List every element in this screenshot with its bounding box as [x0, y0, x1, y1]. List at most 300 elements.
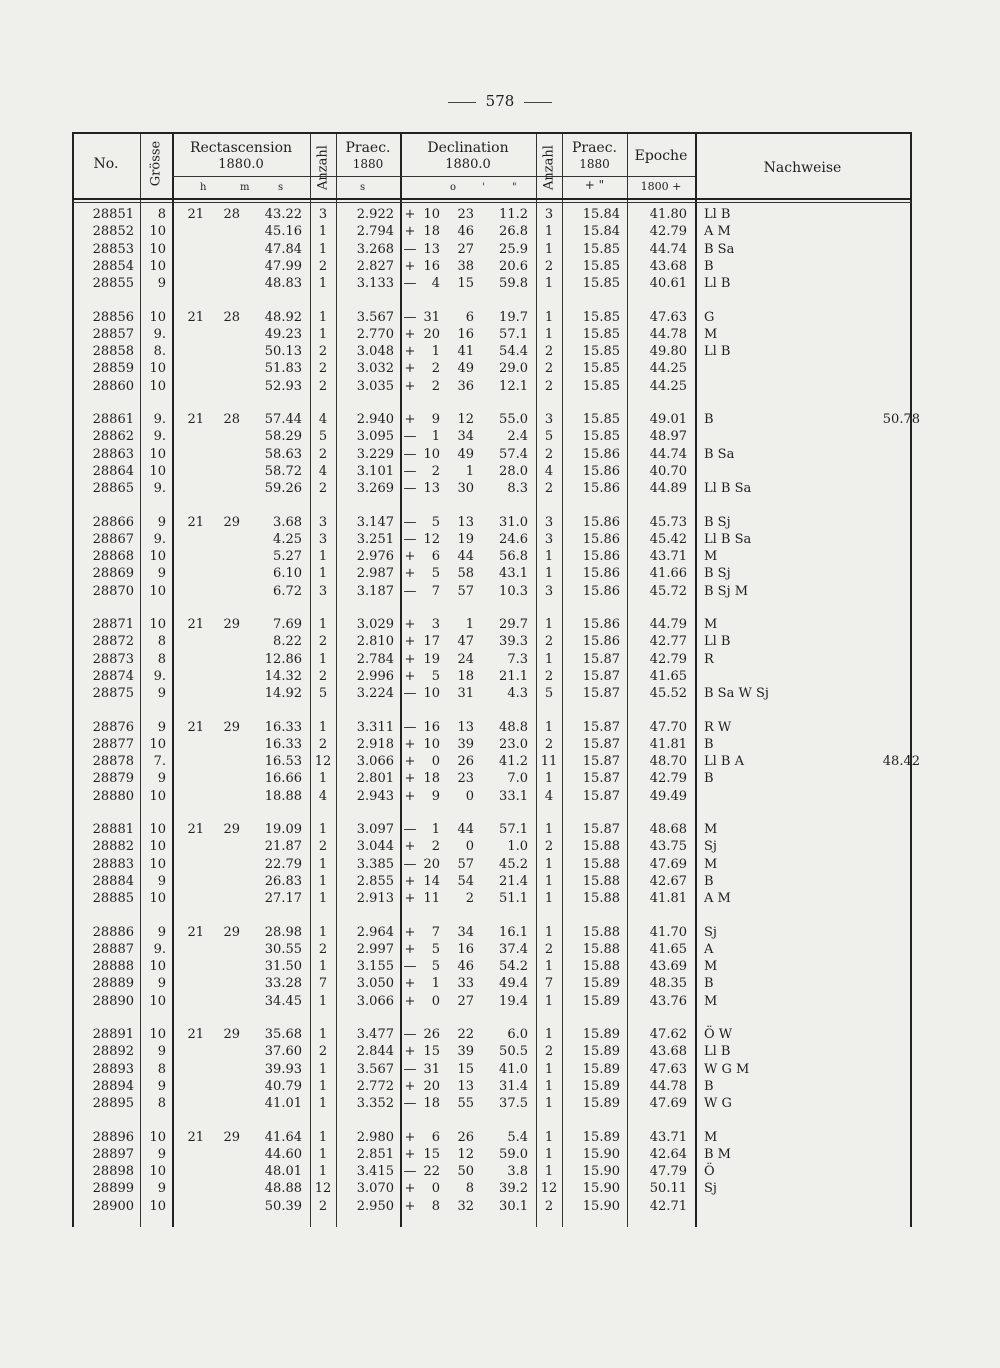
decl-count: 1: [544, 993, 554, 1009]
decl-seconds: 31.4: [499, 1078, 528, 1094]
decl-precession: 15.86: [582, 583, 620, 599]
header-ra-unit-s: s: [278, 182, 284, 193]
decl-minutes: 23: [457, 771, 474, 787]
ra-count: 1: [318, 959, 328, 975]
decl-degrees: 10: [423, 446, 440, 462]
decl-count: 1: [544, 276, 554, 292]
references: R W: [704, 719, 732, 735]
ra-seconds: 19.09: [264, 822, 302, 837]
epoch: 49.49: [649, 788, 687, 804]
decl-degrees: 22: [423, 1164, 440, 1180]
decl-minutes: 57: [457, 583, 474, 599]
references: Ll B Sa: [704, 531, 752, 547]
decl-sign: +: [404, 549, 416, 565]
decl-precession: 15.90: [582, 1146, 620, 1162]
ra-seconds: 4.25: [273, 531, 302, 547]
decl-minutes: 44: [457, 822, 474, 837]
decl-degrees: 31: [423, 309, 440, 325]
decl-minutes: 34: [457, 429, 474, 445]
ra-minutes: 28: [223, 412, 240, 427]
epoch: 47.79: [649, 1164, 687, 1180]
epoch: 48.68: [649, 822, 687, 837]
references: B Sa: [704, 241, 735, 257]
ra-precession: 3.251: [356, 531, 394, 547]
decl-minutes: 0: [465, 839, 474, 855]
epoch: 40.61: [649, 276, 687, 292]
star-number: 28879: [92, 771, 134, 787]
decl-degrees: 6: [431, 549, 440, 565]
ra-count: 2: [318, 258, 328, 274]
decl-precession: 15.87: [582, 651, 620, 667]
decl-count: 1: [544, 617, 554, 632]
decl-count: 1: [544, 873, 554, 889]
decl-seconds: 41.0: [499, 1061, 528, 1077]
decl-sign: +: [404, 1146, 416, 1162]
star-number: 28891: [92, 1027, 134, 1042]
decl-sign: +: [404, 378, 416, 394]
decl-seconds: 21.1: [499, 668, 528, 684]
decl-minutes: 41: [457, 344, 474, 360]
ra-precession: 3.567: [356, 1061, 394, 1077]
decl-seconds: 37.4: [499, 941, 528, 957]
decl-sign: +: [404, 771, 416, 787]
header-praec2-unit: + ": [584, 178, 605, 192]
star-magnitude: 9: [157, 514, 166, 530]
table-row: [72, 258, 912, 275]
ra-seconds: 47.99: [264, 258, 302, 274]
ra-seconds: 16.53: [264, 754, 302, 770]
ra-precession: 2.810: [356, 634, 394, 650]
table-row: [72, 1198, 912, 1215]
decl-seconds: 31.0: [499, 514, 528, 530]
header-ra-unit-m: m: [240, 182, 250, 193]
decl-count: 1: [544, 856, 554, 872]
ra-seconds: 49.23: [264, 326, 302, 342]
decl-count: 4: [544, 788, 554, 804]
ra-count: 2: [318, 634, 328, 650]
ra-count: 2: [318, 481, 328, 497]
epoch: 48.97: [649, 429, 687, 445]
decl-seconds: 2.4: [507, 429, 528, 445]
ra-precession: 2.844: [356, 1044, 394, 1060]
star-number: 28897: [92, 1146, 134, 1162]
decl-degrees: 15: [423, 1044, 440, 1060]
star-number: 28896: [92, 1129, 134, 1145]
ra-precession: 3.066: [356, 754, 394, 770]
decl-degrees: 0: [431, 754, 440, 770]
ra-precession: 3.095: [356, 429, 394, 445]
ra-precession: 3.029: [356, 617, 394, 632]
decl-count: 2: [544, 481, 554, 497]
decl-precession: 15.85: [582, 309, 620, 325]
star-magnitude: 9.: [153, 531, 166, 547]
decl-precession: 15.89: [582, 1027, 620, 1042]
ra-seconds: 52.93: [264, 378, 302, 394]
ra-seconds: 58.29: [264, 429, 302, 445]
star-magnitude: 9.: [153, 668, 166, 684]
star-number: 28856: [92, 309, 134, 325]
decl-seconds: 5.4: [507, 1129, 528, 1145]
ra-precession: 2.770: [356, 326, 394, 342]
decl-sign: +: [404, 873, 416, 889]
ra-count: 1: [318, 1061, 328, 1077]
ra-seconds: 48.88: [264, 1181, 302, 1197]
header-groesse: Grösse: [148, 140, 164, 187]
epoch: 49.01: [649, 412, 687, 427]
decl-degrees: 20: [423, 326, 440, 342]
epoch: 42.71: [649, 1198, 687, 1214]
star-magnitude: 10: [149, 1198, 166, 1214]
decl-precession: 15.87: [582, 754, 620, 770]
star-magnitude: 8.: [153, 344, 166, 360]
decl-count: 12: [540, 1181, 558, 1197]
decl-count: 2: [544, 839, 554, 855]
decl-degrees: 7: [431, 583, 440, 599]
ra-count: 1: [318, 1078, 328, 1094]
star-number: 28852: [92, 224, 134, 240]
decl-count: 4: [544, 463, 554, 479]
decl-precession: 15.86: [582, 446, 620, 462]
ra-seconds: 44.60: [264, 1146, 302, 1162]
ra-seconds: 8.22: [273, 634, 302, 650]
epoch: 42.79: [649, 224, 687, 240]
decl-seconds: 1.0: [507, 839, 528, 855]
decl-precession: 15.88: [582, 959, 620, 975]
table-row: [72, 223, 912, 240]
decl-count: 1: [544, 1164, 554, 1180]
star-number: 28860: [92, 378, 134, 394]
star-number: 28862: [92, 429, 134, 445]
star-magnitude: 9: [157, 686, 166, 702]
ra-hours: 21: [187, 924, 204, 940]
ra-count: 1: [318, 822, 328, 837]
page-number: [0, 92, 1000, 110]
table-row: [72, 753, 920, 770]
star-number: 28851: [92, 207, 134, 222]
decl-precession: 15.89: [582, 1061, 620, 1077]
star-number: 28899: [92, 1181, 134, 1197]
decl-minutes: 34: [457, 924, 474, 940]
decl-sign: —: [403, 583, 417, 599]
ra-precession: 2.918: [356, 736, 394, 752]
star-magnitude: 10: [149, 309, 166, 325]
decl-minutes: 39: [457, 1044, 474, 1060]
star-number: 28888: [92, 959, 134, 975]
star-number: 28876: [92, 719, 134, 735]
ra-precession: 3.035: [356, 378, 394, 394]
decl-minutes: 6: [465, 309, 474, 325]
decl-seconds: 24.6: [499, 531, 528, 547]
decl-seconds: 57.1: [499, 822, 528, 837]
star-number: 28877: [92, 736, 134, 752]
decl-seconds: 12.1: [499, 378, 528, 394]
star-number: 28863: [92, 446, 134, 462]
star-magnitude: 9.: [153, 412, 166, 427]
table-row: [72, 770, 912, 787]
decl-count: 1: [544, 1096, 554, 1112]
ra-precession: 2.855: [356, 873, 394, 889]
references: Ö W: [704, 1027, 733, 1042]
star-number: 28882: [92, 839, 134, 855]
decl-minutes: 8: [465, 1181, 474, 1197]
decl-minutes: 12: [457, 1146, 474, 1162]
decl-seconds: 39.3: [499, 634, 528, 650]
decl-minutes: 58: [457, 566, 474, 582]
star-number: 28874: [92, 668, 134, 684]
decl-seconds: 43.1: [499, 566, 528, 582]
header-praec: Praec.: [345, 140, 391, 156]
references: M: [704, 1129, 718, 1145]
ra-count: 1: [318, 891, 328, 907]
ra-seconds: 21.87: [264, 839, 302, 855]
decl-sign: +: [404, 651, 416, 667]
star-number: 28866: [92, 514, 134, 530]
star-magnitude: 7.: [153, 754, 166, 770]
decl-sign: +: [404, 224, 416, 240]
decl-sign: —: [403, 481, 417, 497]
decl-minutes: 49: [457, 446, 474, 462]
star-magnitude: 9: [157, 771, 166, 787]
ra-seconds: 48.83: [264, 276, 302, 292]
decl-count: 1: [544, 891, 554, 907]
epoch: 41.65: [649, 668, 687, 684]
epoch: 41.81: [649, 891, 687, 907]
ra-count: 3: [318, 583, 328, 599]
star-number: 28858: [92, 344, 134, 360]
references: Ll B: [704, 1044, 731, 1060]
ra-count: 1: [318, 924, 328, 940]
star-magnitude: 9.: [153, 429, 166, 445]
table-row: [72, 685, 912, 702]
epoch: 48.35: [649, 976, 687, 992]
epoch: 43.68: [649, 1044, 687, 1060]
decl-count: 3: [544, 412, 554, 427]
epoch: 43.71: [649, 549, 687, 565]
decl-degrees: 4: [431, 276, 440, 292]
ra-seconds: 28.98: [264, 924, 302, 940]
epoch: 45.52: [649, 686, 687, 702]
ra-count: 1: [318, 309, 328, 325]
decl-minutes: 1: [465, 617, 474, 632]
decl-minutes: 0: [465, 788, 474, 804]
ra-seconds: 27.17: [264, 891, 302, 907]
decl-count: 2: [544, 634, 554, 650]
star-number: 28873: [92, 651, 134, 667]
decl-degrees: 3: [431, 617, 440, 632]
decl-minutes: 54: [457, 873, 474, 889]
table-row: [72, 873, 912, 890]
ra-seconds: 16.66: [264, 771, 302, 787]
header-epoche: Epoche: [634, 148, 688, 164]
star-magnitude: 10: [149, 856, 166, 872]
ra-precession: 3.147: [356, 514, 394, 530]
ra-count: 2: [318, 1044, 328, 1060]
ra-precession: 3.229: [356, 446, 394, 462]
decl-seconds: 11.2: [499, 207, 528, 222]
star-number: 28853: [92, 241, 134, 257]
decl-sign: +: [404, 344, 416, 360]
star-number: 28886: [92, 924, 134, 940]
decl-minutes: 55: [457, 1096, 474, 1112]
table-row: [72, 531, 912, 548]
table-row: [72, 378, 912, 395]
epoch: 40.70: [649, 463, 687, 479]
ra-precession: 3.032: [356, 361, 394, 377]
decl-count: 1: [544, 771, 554, 787]
decl-sign: +: [404, 617, 416, 632]
ra-minutes: 28: [223, 207, 240, 222]
star-magnitude: 9: [157, 976, 166, 992]
rule-top: [72, 132, 912, 134]
references: Sj: [704, 839, 717, 855]
decl-minutes: 26: [457, 1129, 474, 1145]
decl-count: 5: [544, 686, 554, 702]
decl-seconds: 39.2: [499, 1181, 528, 1197]
ra-count: 1: [318, 719, 328, 735]
table-row: [72, 275, 912, 292]
table-row: [72, 719, 912, 736]
star-number: 28855: [92, 276, 134, 292]
decl-sign: +: [404, 258, 416, 274]
star-number: 28865: [92, 481, 134, 497]
decl-sign: +: [404, 668, 416, 684]
decl-precession: 15.86: [582, 481, 620, 497]
decl-seconds: 30.1: [499, 1198, 528, 1214]
decl-minutes: 13: [457, 1078, 474, 1094]
ra-count: 1: [318, 326, 328, 342]
table-row: [72, 360, 912, 377]
decl-minutes: 57: [457, 856, 474, 872]
decl-minutes: 19: [457, 531, 474, 547]
decl-degrees: 8: [431, 1198, 440, 1214]
ra-seconds: 6.72: [273, 583, 302, 599]
decl-count: 1: [544, 651, 554, 667]
decl-seconds: 49.4: [499, 976, 528, 992]
epoch: 43.69: [649, 959, 687, 975]
table-row: [72, 446, 912, 463]
decl-minutes: 49: [457, 361, 474, 377]
decl-sign: +: [404, 1044, 416, 1060]
ra-count: 1: [318, 276, 328, 292]
ra-seconds: 30.55: [264, 941, 302, 957]
decl-sign: —: [403, 1096, 417, 1112]
decl-sign: —: [403, 241, 417, 257]
ra-count: 12: [314, 1181, 332, 1197]
references: B: [704, 976, 714, 992]
decl-degrees: 20: [423, 1078, 440, 1094]
decl-precession: 15.86: [582, 549, 620, 565]
star-magnitude: 9: [157, 1146, 166, 1162]
table-row: [72, 1043, 912, 1060]
decl-minutes: 46: [457, 959, 474, 975]
decl-degrees: 1: [431, 822, 440, 837]
star-magnitude: 10: [149, 463, 166, 479]
decl-precession: 15.85: [582, 326, 620, 342]
ra-seconds: 40.79: [264, 1078, 302, 1094]
ra-seconds: 51.83: [264, 361, 302, 377]
star-magnitude: 10: [149, 241, 166, 257]
references: B: [704, 873, 714, 889]
decl-sign: —: [403, 309, 417, 325]
star-number: 28889: [92, 976, 134, 992]
ra-hours: 21: [187, 514, 204, 530]
references: B: [704, 258, 714, 274]
table-row: [72, 309, 912, 326]
table-row: [72, 343, 912, 360]
extra-epoch: 50.78: [882, 412, 920, 427]
ra-precession: 3.133: [356, 276, 394, 292]
decl-count: 5: [544, 429, 554, 445]
star-number: 28872: [92, 634, 134, 650]
star-number: 28885: [92, 891, 134, 907]
epoch: 41.80: [649, 207, 687, 222]
ra-seconds: 37.60: [264, 1044, 302, 1060]
decl-seconds: 33.1: [499, 788, 528, 804]
star-number: 28854: [92, 258, 134, 274]
decl-seconds: 54.4: [499, 344, 528, 360]
epoch: 41.66: [649, 566, 687, 582]
decl-count: 1: [544, 549, 554, 565]
decl-sign: +: [404, 361, 416, 377]
table-row: [72, 514, 912, 531]
decl-minutes: 46: [457, 224, 474, 240]
star-magnitude: 10: [149, 549, 166, 565]
decl-count: 3: [544, 514, 554, 530]
star-magnitude: 10: [149, 224, 166, 240]
decl-degrees: 11: [423, 891, 440, 907]
ra-precession: 3.070: [356, 1181, 394, 1197]
star-magnitude: 9: [157, 719, 166, 735]
decl-degrees: 1: [431, 976, 440, 992]
ra-precession: 2.801: [356, 771, 394, 787]
decl-degrees: 1: [431, 429, 440, 445]
table-row: [72, 583, 912, 600]
star-magnitude: 10: [149, 788, 166, 804]
decl-precession: 15.88: [582, 941, 620, 957]
table-row: [72, 241, 912, 258]
decl-minutes: 27: [457, 241, 474, 257]
ra-hours: 21: [187, 617, 204, 632]
epoch: 42.79: [649, 651, 687, 667]
epoch: 41.70: [649, 924, 687, 940]
star-magnitude: 10: [149, 1164, 166, 1180]
ra-count: 3: [318, 531, 328, 547]
table-row: [72, 1078, 912, 1095]
references: A M: [704, 891, 731, 907]
decl-seconds: 59.8: [499, 276, 528, 292]
table-row: [72, 633, 912, 650]
decl-sign: —: [403, 1164, 417, 1180]
decl-sign: —: [403, 822, 417, 837]
decl-sign: —: [403, 514, 417, 530]
decl-count: 2: [544, 361, 554, 377]
decl-minutes: 22: [457, 1027, 474, 1042]
decl-seconds: 10.3: [499, 583, 528, 599]
decl-count: 1: [544, 566, 554, 582]
decl-precession: 15.88: [582, 873, 620, 889]
decl-count: 1: [544, 822, 554, 837]
star-number: 28890: [92, 993, 134, 1009]
decl-degrees: 9: [431, 788, 440, 804]
table-row: [72, 565, 912, 582]
decl-sign: +: [404, 976, 416, 992]
ra-precession: 3.224: [356, 686, 394, 702]
epoch: 44.89: [649, 481, 687, 497]
epoch: 45.72: [649, 583, 687, 599]
decl-precession: 15.85: [582, 412, 620, 427]
rule-header-bottom-2: [72, 202, 912, 203]
epoch: 48.70: [649, 754, 687, 770]
